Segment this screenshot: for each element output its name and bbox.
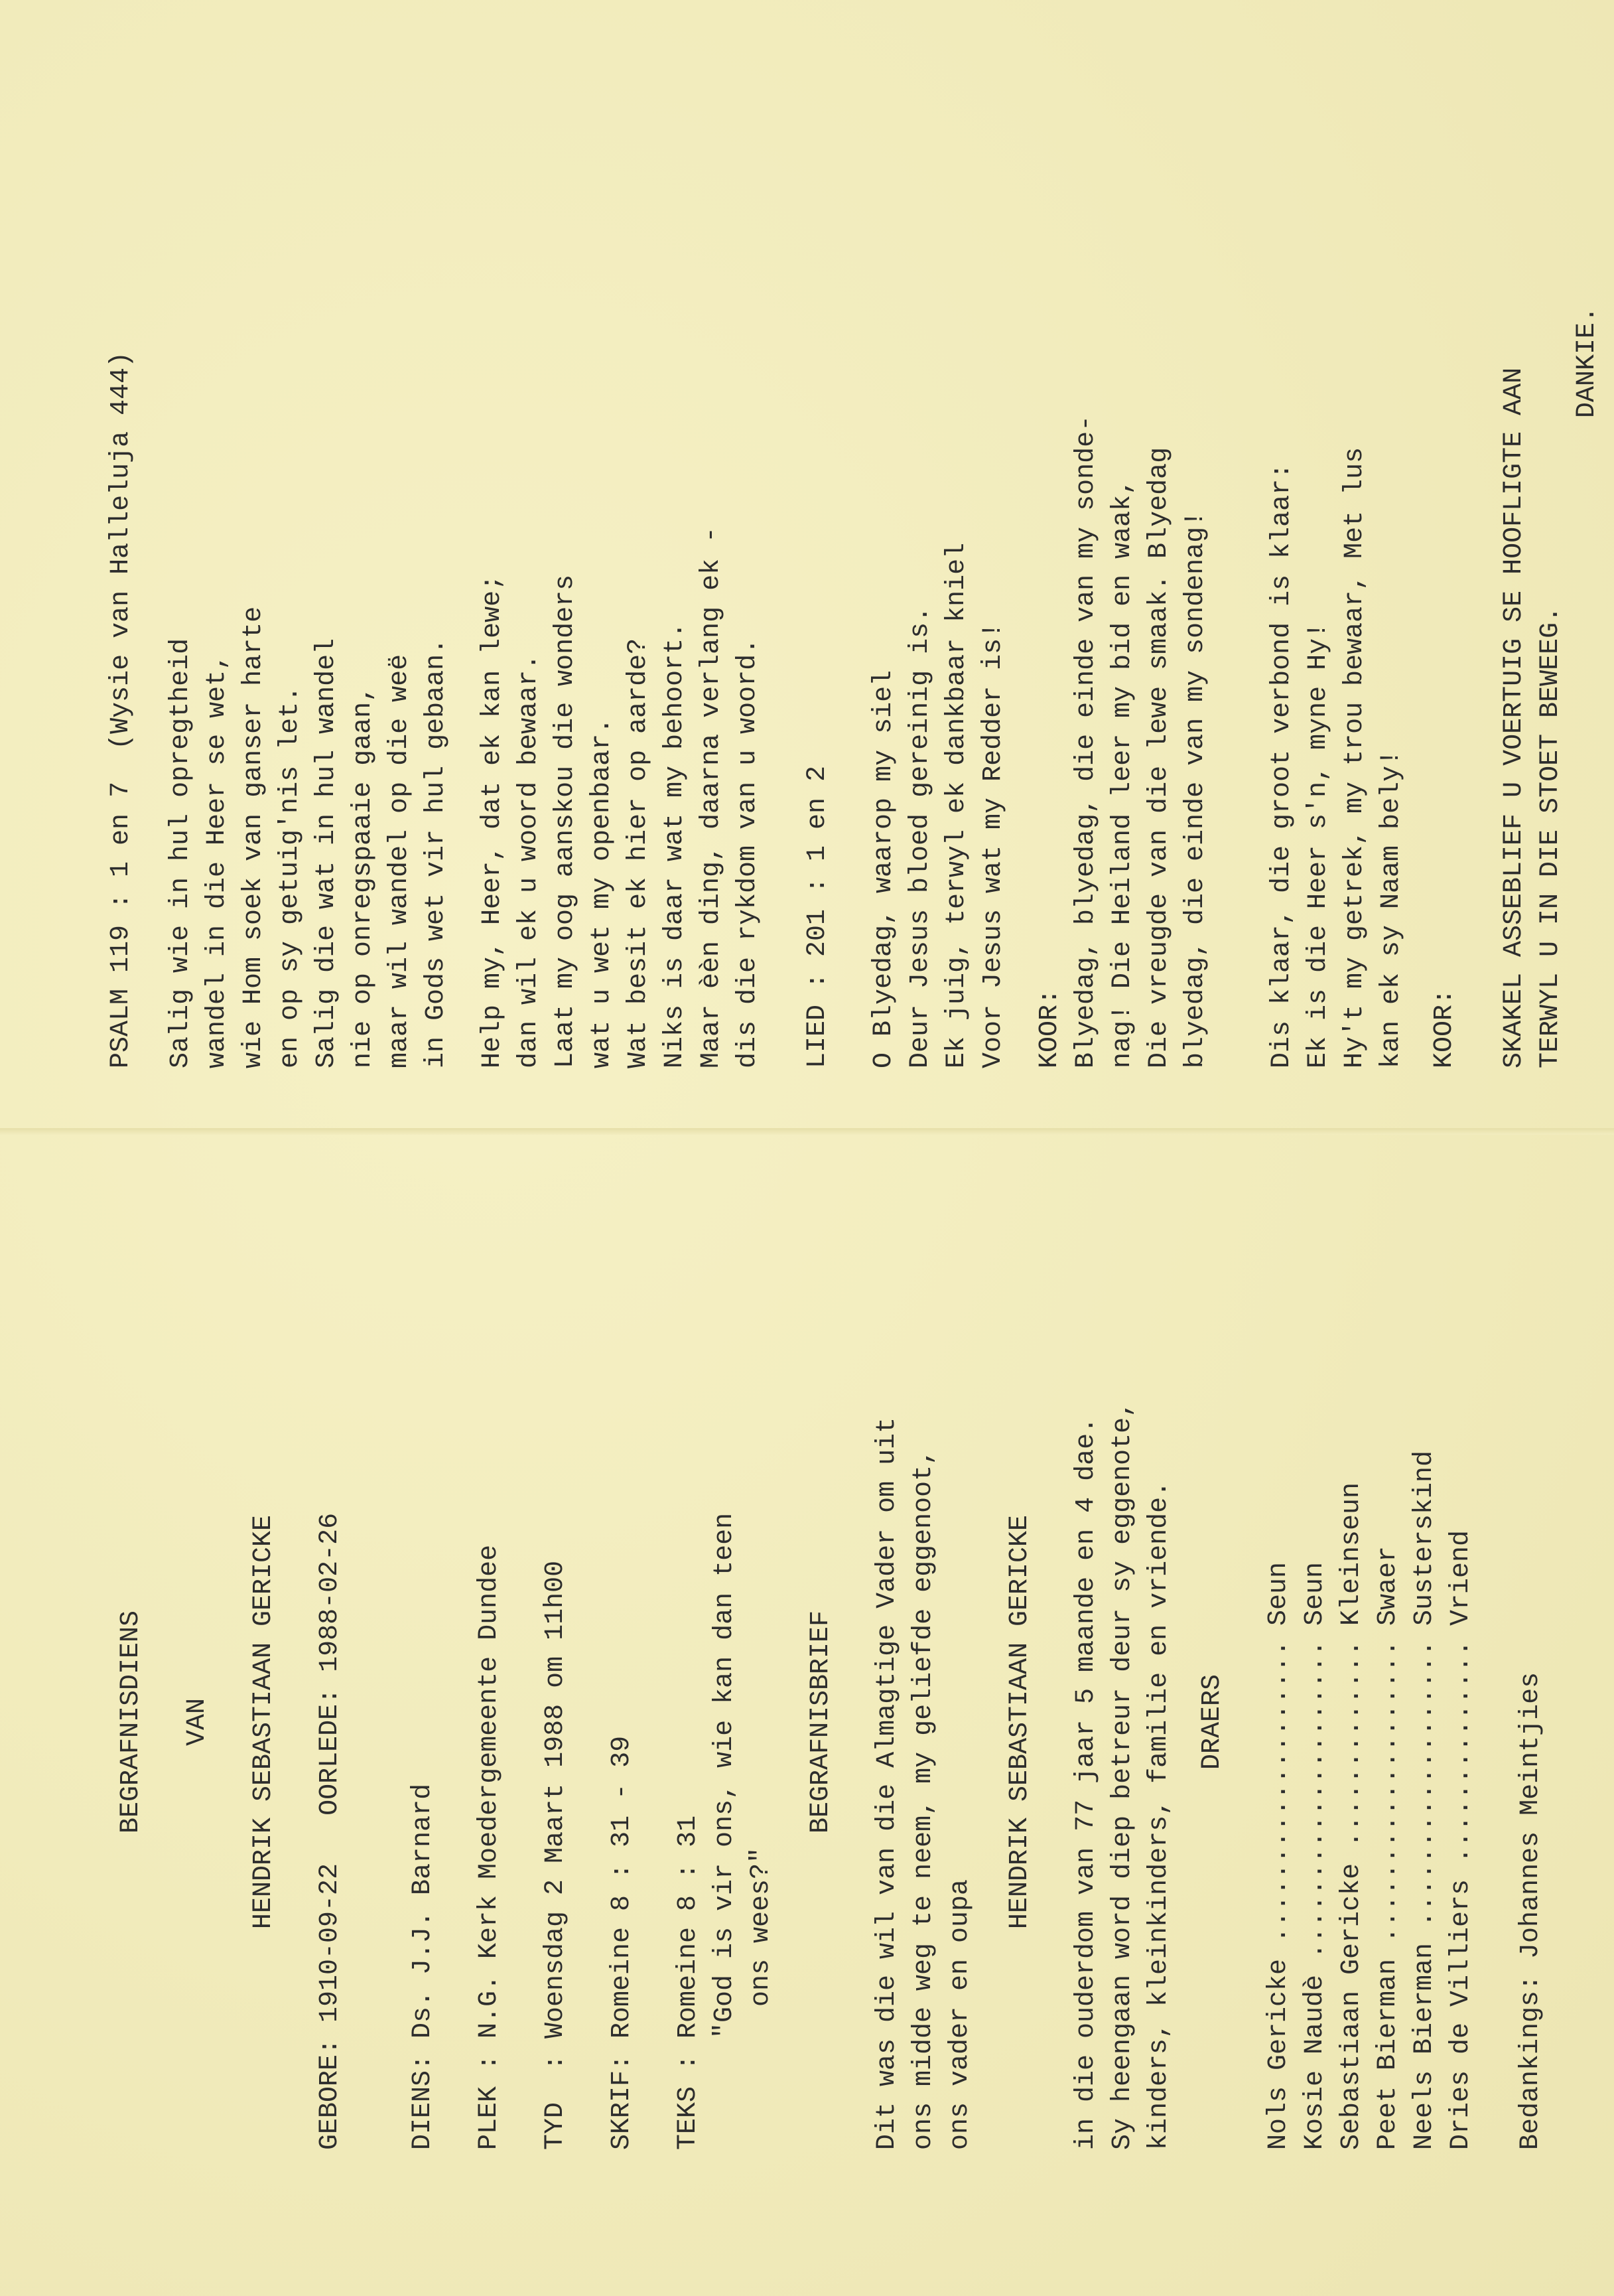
draer-name: Dries de Villiers .............. — [1446, 1640, 1476, 2150]
psalm-line: wandel in die Heer se wet, — [202, 654, 232, 1068]
brief-line: ons vader en oupa — [945, 1879, 975, 2150]
brief-line: kinders, kleinkinders, familie en vriende. — [1144, 1480, 1174, 2150]
draer-relation: Vriend — [1446, 1530, 1476, 1626]
teks-quote-2: ons wees?" — [746, 1847, 776, 2150]
koor-line: Blyedag, blyedag, die einde van my sonde- — [1071, 415, 1101, 1068]
koor-line: blyedag, die einde van my sondenag! — [1181, 510, 1211, 1068]
draer-name: Peet Bierman ................... — [1373, 1640, 1403, 2150]
birth-death-dates: GEBORE: 1910-09-22 OORLEDE: 1988-02-26 — [315, 1512, 345, 2150]
psalm-line: dis die rykdom van u woord. — [733, 638, 763, 1068]
psalm-line: Niks is daar wat my behoort. — [660, 622, 690, 1068]
brief-line: ons midde weg te neem, my geliefde eggenoot, — [909, 1449, 939, 2150]
brief-line: in die ouderdom van 77 jaar 5 maande en 4 dae. — [1071, 1417, 1101, 2150]
brief-name: HENDRIK SEBASTIAAN GERICKE — [1005, 1514, 1035, 1930]
teks-line: TEKS : Romeine 8 : 31 — [673, 1815, 703, 2150]
brief-line: Sy heengaan word diep betreur deur sy eggenote, — [1108, 1401, 1138, 2150]
lied-line: Dis klaar, die groot verbond is klaar: — [1267, 463, 1297, 1068]
psalm-line: Maar èèn ding, daarna verlang ek - — [697, 526, 726, 1068]
draer-relation: Susterskind — [1410, 1450, 1440, 1626]
koor-label: KOOR: — [1035, 988, 1065, 1068]
psalm-line: maar wil wandel op die weë — [385, 654, 415, 1068]
brief-line: Dit was die wil van die Almagtige Vader om uit — [872, 1417, 902, 2150]
psalm-line: Help my, Heer, dat ek kan lewe; — [478, 574, 507, 1068]
psalm-heading: PSALM 119 : 1 en 7 (Wysie van Halleluja 444) — [106, 351, 136, 1068]
koor-line: Die vreugde van die lewe smaak. Blyedag — [1144, 447, 1174, 1068]
psalm-line: Salig die wat in hul wandel — [312, 638, 342, 1068]
psalm-line: dan wil ek u woord bewaar. — [514, 654, 544, 1068]
lied-line: Ek juig, terwyl ek dankbaar kniel — [942, 542, 972, 1068]
lied-line: Deur Jesus bloed gereinig is. — [906, 606, 935, 1068]
closing-line: SKAKEL ASSEBLIEF U VOERTUIG SE HOOFLIGTE AAN — [1499, 367, 1529, 1068]
left-panel — [0, 1148, 1614, 2296]
psalm-line: Salig wie in hul opregtheid — [166, 638, 196, 1068]
draer-relation: Seun — [1264, 1561, 1294, 1626]
draer-relation: Swaer — [1373, 1545, 1403, 1626]
draer-name: Neels Bierman .................. — [1410, 1640, 1440, 2150]
diens-line: DIENS: Ds. J.J. Barnard — [408, 1783, 438, 2150]
koor-line: nag! Die Heiland leer my bid en waak, — [1108, 478, 1138, 1068]
draer-name: Nols Gericke ................... — [1264, 1640, 1294, 2150]
tyd-line: TYD : Woensdag 2 Maart 1988 om 11h00 — [541, 1560, 571, 2150]
plek-line: PLEK : N.G. Kerk Moedergemeente Dundee — [474, 1544, 504, 2150]
brief-heading: BEGRAFNISBRIEF — [806, 1610, 836, 1834]
psalm-line: in Gods wet vir hul gebaan. — [421, 638, 451, 1068]
draer-name: Kosie Naudè .................... — [1300, 1640, 1330, 2150]
draer-relation: Kleinseun — [1337, 1482, 1367, 1626]
closing-line: TERWYL U IN DIE STOET BEWEEG. — [1536, 606, 1566, 1068]
dankie: DANKIE. — [1572, 306, 1602, 418]
psalm-line: wat u wet my openbaar. — [587, 717, 617, 1068]
lied-line: kan ek sy Naam bely! — [1377, 749, 1406, 1068]
psalm-line: en op sy getuig'nis let. — [275, 685, 305, 1068]
service-title: BEGRAFNISDIENS — [116, 1610, 146, 1834]
lied-line: Voor Jesus wat my Redder is! — [978, 622, 1008, 1068]
van-line: VAN — [182, 1698, 212, 1747]
psalm-line: Laat my oog aanskou die wonders — [551, 574, 580, 1068]
koor-label: KOOR: — [1430, 988, 1459, 1068]
lied-heading: LIED : 201 : 1 en 2 — [803, 765, 833, 1068]
deceased-name: HENDRIK SEBASTIAAN GERICKE — [249, 1514, 279, 1930]
psalm-line: nie op onregspaaie gaan, — [348, 685, 378, 1068]
draer-relation: Seun — [1300, 1561, 1330, 1626]
skrif-line: SKRIF: Romeine 8 : 31 - 39 — [607, 1735, 637, 2150]
draer-name: Sebastiaan Gericke ............. — [1337, 1640, 1367, 2150]
psalm-line: Wat besit ek hier op aarde? — [624, 638, 653, 1068]
psalm-line: wie Hom soek van ganser harte — [239, 606, 269, 1068]
draers-heading: DRAERS — [1197, 1674, 1227, 1770]
bedankings-line: Bedankings: Johannes Meintjies — [1516, 1672, 1546, 2150]
teks-quote-1: "God is vir ons, wie kan dan teen — [710, 1512, 740, 2150]
lied-line: O Blyedag, waarop my siel — [869, 670, 899, 1068]
lied-line: Ek is die Heer s'n, myne Hy! — [1304, 622, 1333, 1068]
lied-line: Hy't my getrek, my trou bewaar, Met lus — [1340, 447, 1370, 1068]
